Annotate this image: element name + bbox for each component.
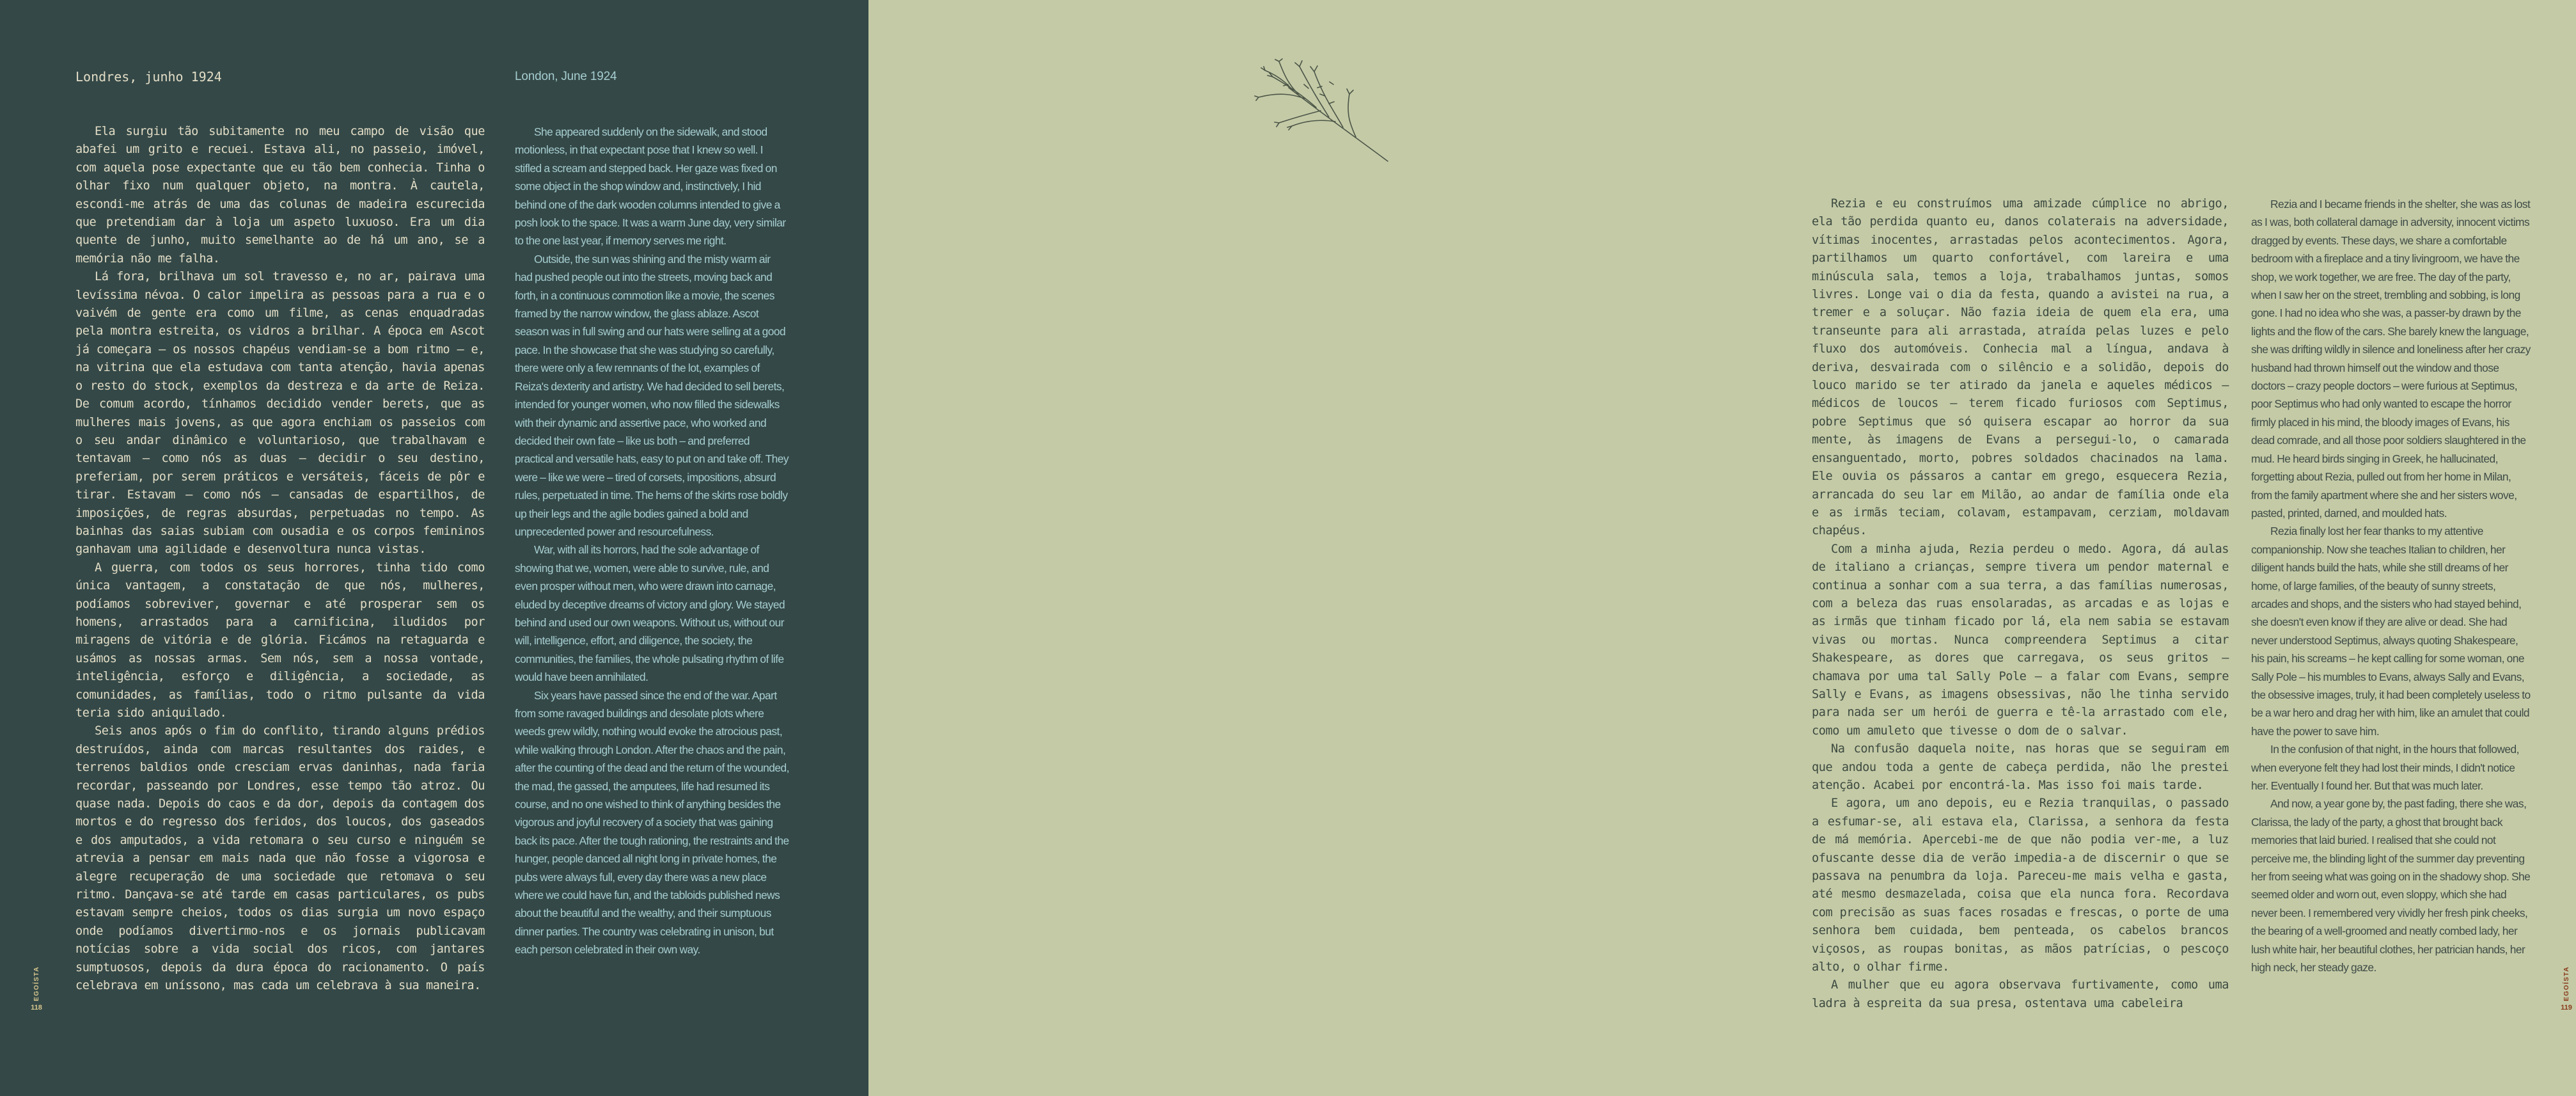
paragraph: Outside, the sun was shining and the misty warm air had pushed people out into the streets, moving back and forth, in a continuous commotion like a movie, the scenes framed by the narrow window, the glass ablaze. Ascot season was in full swing and our hats were selling at a good pace. In the showcase that she was studying so carefully, there were only a few remnants of the lot, examples of Reiza's dexterity and artistry. We had decided to sell berets, intended for younger women, who now filled the sidewalks with their dynamic and assertive pace, who worked and decided their own fate – like us both – and preferred practical and versatile hats, easy to put on and take off. They were – like we were – tired of corsets, impositions, absurd rules, perpetuated in time. The hems of the skirts rose boldly up their legs and the agile bodies gained a bold and unprecedented power and resourcefulness.	[515, 252, 789, 538]
paragraph: Rezia and I became friends in the shelter, she was as lost as I was, both collateral damage in adversity, innocent victims dragged by events. These days, we share a comfortable bedroom with a fireplace and a tiny livingroom, we have the shop, we work together, we are free. The day of the party, when I saw her on the street, trembling and sobbing, is long gone. I had no idea who she was, a passer-by drawn by the lights and the flow of the cars. She barely knew the language, she was drifting wildly in silence and loneliness after her crazy husband had thrown himself out the window and those doctors – crazy people doctors – were furious at Septimus, poor Septimus who had only wanted to escape the horror firmly placed in his mind, the bloody images of Evans, his dead comrade, and all those poor soldiers slaughtered in the mud. He heard birds singing in Greek, he hallucinated, forgetting about Rezia, pulled out from her home in Milan, from the family apartment where she and her sisters wove, pasted, printed, darned, and moulded hats.	[2251, 198, 2531, 520]
paragraph: E agora, um ano depois, eu e Rezia tranquilas, o passado a esfumar-se, ali estava ela, Clarissa, a senhora da festa de má memória. Apercebi-me de que não podia ver-me, a luz ofuscante desse dia de verão impedia-a de discernir o que se passava na penumbra da loja. Pareceu-me mais velha e gasta, até mesmo desmazelada, coisa que ela nunca fora. Recordava com precisão as suas faces rosadas e frescas, o porte de uma senhora bem cuidada, bem penteada, os cabelos brancos viçosos, as roupas bonitas, as mãos patrícias, o pescoço alto, o olhar firme.	[1812, 797, 2229, 974]
magazine-brand: EGOÍSTA	[2563, 966, 2570, 1001]
left-portuguese-column	[75, 123, 485, 996]
paragraph: Na confusão daquela noite, nas horas que se seguiram em que andou toda a gente de cabeça perdida, não lhe prestei atenção. Acabei por encontrá-la. Mas isso foi mais tarde.	[1812, 742, 2229, 792]
paragraph: A mulher que eu agora observava furtivamente, como uma ladra à espreita da sua presa, ostentava uma cabeleira	[1812, 978, 2229, 1010]
heading-portuguese: Londres, junho 1924	[75, 69, 222, 84]
paragraph: Com a minha ajuda, Rezia perdeu o medo. Agora, dá aulas de italiano a crianças, sempre tivera um pendor maternal e continua a sonhar com a sua terra, a das famílias numerosas, com a beleza das ruas ensolaradas, as arcadas e as lojas e as irmãs que tinham ficado por lá, ela nem sabia se estavam vivas ou mortas. Nunca compreendera Septimus a citar Shakespeare, as dores que carregava, os seus gritos – chamava por uma tal Sally Pole – a falar com Evans, sempre Sally e Evans, as imagens obsessivas, não lhe tinha servido para nada ser um herói de guerra e tê-la arrastado com ele, como um amuleto que tivesse o dom de o salvar.	[1812, 542, 2229, 738]
paragraph: A guerra, com todos os seus horrores, tinha tido como única vantagem, a constatação de que nós, mulheres, podíamos sobreviver, governar e até prosperar sem os homens, arrastados para a carnificina, iludidos por miragens de vitória e de glória. Ficámos na retaguarda e usámos as nossas armas. Sem nós, sem a nossa vontade, inteligência, esforço e diligência, a sociedade, as comunidades, as famílias, todo o ritmo pulsante da vida teria sido aniquilado.	[75, 560, 485, 720]
botanical-sprig-icon	[1253, 59, 1391, 168]
paragraph: Seis anos após o fim do conflito, tirando alguns prédios destruídos, ainda com marcas resultantes dos raides, e terrenos baldios onde cresciam ervas daninhas, nada faria recordar, passeando por Londres, esse tempo tão atroz. Ou quase nada. Depois do caos e da dor, depois da contagem dos mortos e do regresso dos feridos, dos loucos, dos gaseados e dos amputados, a vida retomara o seu curso e ninguém se atrevia a pensar em mais nada que não fosse a vigorosa e alegre recuperação de uma sociedade que retomava o seu ritmo. Dançava-se até tarde em casas particulares, os pubs estavam sempre cheios, todos os dias surgia um novo espaço onde podíamos divertirmo-nos e os jornais publicavam notícias sobre a vida social dos ricos, com jantares sumptuosos, depois da dura época do racionamento. O país celebrava em uníssono, mas cada um celebrava à sua maneira.	[75, 724, 485, 993]
magazine-brand: EGOÍSTA	[33, 966, 40, 1001]
left-english-column	[515, 123, 790, 959]
right-english-column	[2251, 195, 2533, 976]
folio-left	[27, 966, 46, 1012]
paragraph: She appeared suddenly on the sidewalk, and stood motionless, in that expectant pose that I knew so well. I stifled a scream and stepped back. Her gaze was fixed on some object in the shop window and, instinctively, I hid behind one of the dark wooden columns intended to give a posh look to the space. It was a warm June day, very similar to the one last year, if memory serves me right.	[515, 125, 786, 248]
paragraph: War, with all its horrors, had the sole advantage of showing that we, women, were able to survive, rule, and even prosper without men, who were drawn into carnage, eluded by deceptive dreams of victory and glory. We stayed behind and used our own weapons. Without us, without our will, intelligence, effort, and diligence, the society, the communities, the families, the whole pulsating rhythm of life would have been annihilated.	[515, 543, 785, 684]
heading-english: London, June 1924	[515, 70, 617, 83]
paragraph: Six years have passed since the end of the war. Apart from some ravaged buildings and desolate plots where weeds grew wildly, nothing would evoke the atrocious past, while walking through London. After the chaos and the pain, after the counting of the dead and the return of the wounded, the mad, the gassed, the amputees, life had resumed its course, and no one wished to think of anything besides the vigorous and joyful recovery of a society that was gaining back its pace. After the tough rationing, the restraints and the hunger, people danced all night long in private homes, the pubs were always full, every day there was a new place where we could have fun, and the tabloids published news about the beautiful and the wealthy, and their sumptuous dinner parties. The country was celebrating in unison, but each person celebrated in their own way.	[515, 688, 789, 957]
paragraph: Ela surgiu tão subitamente no meu campo de visão que abafei um grito e recuei. Estava ali, no passeio, imóvel, com aquela pose expectante que eu tão bem conhecia. Tinha o olhar fixo num qualquer objeto, na montra. À cautela, escondi-me atrás de uma das colunas de madeira escurecida que pretendiam dar à loja um aspeto luxuoso. Era um dia quente de junho, muito semelhante ao de há um ano, se a memória não me falha.	[75, 125, 485, 266]
paragraph: And now, a year gone by, the past fading, there she was, Clarissa, the lady of the party, a ghost that brought back memories that laid buried. I realised that she could not perceive me, the blinding light of the summer day preventing her from seeing what was going on in the shadowy shop. She seemed older and worn out, even sloppy, which she had never been. I remembered very vividly her fresh pink cheeks, the bearing of a well-groomed and neatly combed lady, her lush white hair, her beautiful clothes, her patrician hands, her high neck, her steady gaze.	[2251, 797, 2531, 974]
page-number: 118	[31, 1003, 42, 1012]
left-page	[0, 0, 868, 1096]
paragraph: Lá fora, brilhava um sol travesso e, no ar, pairava uma levíssima névoa. O calor impelira as pessoas para a rua e o vaivém de gente era como um filme, as cenas enquadradas pela montra estreita, os vidros a brilhar. A época em Ascot já começara – os nossos chapéus vendiam-se a bom ritmo – e, na vitrina que ela estudava com tanta atenção, havia apenas o resto do stock, exemplos da destreza e da arte de Reiza. De comum acordo, tínhamos decidido vender berets, que as mulheres mais jovens, as que agora enchiam os passeios com o seu andar dinâmico e voluntarioso, que trabalhavam e tentavam – como nós as duas – decidir o seu destino, preferiam, por serem práticos e versáteis, fáceis de pôr e tirar. Estavam – como nós – cansadas de espartilhos, de imposições, de regras absurdas, perpetuadas no tempo. As bainhas das saias subiam com ousadia e os corpos femininos ganhavam uma agilidade e desenvoltura nunca vistas.	[75, 270, 485, 557]
paragraph: Rezia e eu construímos uma amizade cúmplice no abrigo, ela tão perdida quanto eu, danos colaterais na adversidade, vítimas inocentes, arrastadas pelos acontecimentos. Agora, partilhamos um quarto confortável, com lareira e uma minúscula sala, temos a loja, trabalhamos juntas, somos livres. Longe vai o dia da festa, quando a avistei na rua, a tremer e a soluçar. Não fazia ideia de quem ela era, uma transeunte para ali arrastada, atraída pelas luzes e pelo fluxo dos automóveis. Conhecia mal a língua, andava à deriva, desvairada com o silêncio e a solidão, depois do louco marido se ter atirado da janela e aqueles médicos – médicos de loucos – terem ficado furiosos com Septimus, pobre Septimus que só quisera escapar ao horror da sua mente, às imagens de Evans a persegui-lo, o camarada ensanguentado, morto, pobres soldados chacinados na lama. Ele ouvia os pássaros a cantar em grego, esquecera Rezia, arrancada do seu lar em Milão, ao andar de família onde ela e as irmãs teciam, colavam, estampavam, cerziam, moldavam chapéus.	[1812, 197, 2229, 538]
paragraph: In the confusion of that night, in the hours that followed, when everyone felt they had lost their minds, I didn't notice her. Eventually I found her. But that was much later.	[2251, 743, 2519, 792]
paragraph: Rezia finally lost her fear thanks to my attentive companionship. Now she teaches Italian to children, her diligent hands build the hats, while she still dreams of her home, of large families, of the beauty of sunny streets, arcades and shops, and the sisters who had stayed behind, she doesn't even know if they are alive or dead. She had never understood Septimus, always quoting Shakespeare, his pain, his screams – he kept calling for some woman, one Sally Pole – his mumbles to Evans, always Sally and Evans, the obsessive images, truly, it had been completely useless to be a war hero and drag her with him, like an amulet that could have the power to save him.	[2251, 525, 2531, 738]
page-number: 119	[2561, 1003, 2572, 1012]
right-portuguese-column	[1812, 195, 2229, 1013]
folio-right	[2557, 966, 2576, 1012]
